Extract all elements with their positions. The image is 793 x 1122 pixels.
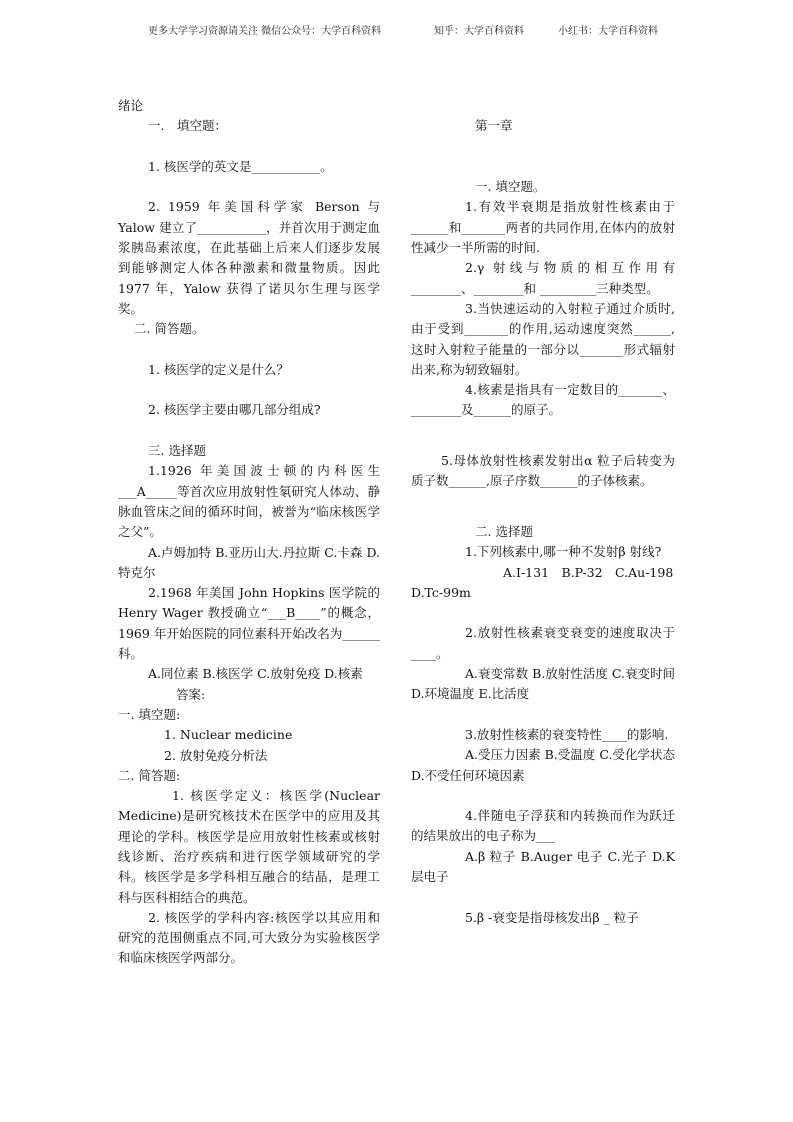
ch1-choice-2-options: A.衰变常数 B.放射性活度 C.衰变时间 D.环境温度 E.比活度: [411, 666, 675, 702]
choice-question-2: 2.1968 年美国 John Hopkins 医学院的 Henry Wager 教授确立“___B____”的概念，1969 年开始医院的同位素科开始改名为______科。: [118, 585, 380, 662]
ch1-fill-question-1: 1.有效半衰期是指放射性核素由于______和_______两者的共同作用,在体内的放射性减少一半所需的时间.: [411, 199, 675, 256]
ch1-fill-question-5: 5.母体放射性核素发射出α 粒子后转变为质子数______,原子序数______的子体核素。: [411, 453, 675, 489]
ch1-choice-question-5: 5.β -衰变是指母核发出β _ 粒子: [465, 909, 639, 925]
answers-short-heading: 二. 简答题:: [118, 767, 181, 783]
fill-blank-heading: 一. 填空题：: [148, 118, 227, 134]
left-column: [118, 96, 380, 969]
answers-fill-heading: 一. 填空题:: [118, 706, 181, 722]
short-question-2: 2. 核医学主要由哪几部分组成?: [148, 402, 321, 418]
right-column: [411, 96, 675, 928]
choice-heading: 三. 选择题: [148, 443, 206, 459]
choice-question-2-options: A.同位素 B.核医学 C.放射免疫 D.核素: [148, 666, 363, 682]
ch1-choice-question-3: 3.放射性核素的衰变特性____的影响.: [465, 726, 669, 742]
ch1-choice-question-1: 1.下列核素中,哪一种不发射β 射线?: [465, 544, 662, 560]
answer-short-1: 1. 核医学定义：核医学(Nuclear Medicine)是研究核技术在医学中的应用及其理论的学科。核医学是应用放射性核素或核射线诊断、治疗疾病和进行医学领域研究的学科。核医学是多学科相互融合的结晶，是理工科与医科相结合的典范。: [118, 788, 380, 905]
ch1-fill-question-2: 2.γ 射线与物质的相互作用有________、________和 _________三种类型。: [411, 260, 675, 296]
ch1-choice-4-options: A.β 粒子 B.Auger 电子 C.光子 D.K 层电子: [411, 848, 675, 884]
header-wechat: 更多大学学习资源请关注 微信公众号：大学百科资料: [148, 26, 382, 37]
short-question-1: 1. 核医学的定义是什么？: [148, 361, 289, 377]
ch1-fill-question-3: 3.当快速运动的入射粒子通过介质时,由于受到_______的作用,运动速度突然______,这时入射粒子能量的一部分以_______形式辐射出来,称为轫致辐射。: [411, 300, 675, 377]
chapter-title: 第一章: [475, 118, 513, 134]
header-zhihu: 知乎：大学百科资料: [434, 26, 524, 37]
fill-question-2: 2. 1959 年美国科学家 Berson 与 Yalow 建立了___________，并首次用于测定血浆胰岛素浓度，在此基础上后来人们逐步发展到能够测定人体各种激素和微量物质。因此 1977 年，Yalow 获得了诺贝尔生理与医学奖。: [118, 199, 380, 316]
answer-short-2: 2. 核医学的学科内容:核医学以其应用和研究的范围侧重点不同,可大致分为实验核医学和临床核医学两部分。: [118, 909, 380, 966]
short-answer-heading: 二. 简答题。: [134, 321, 205, 337]
ch1-choice-3-options: A.受压力因素 B.受温度 C.受化学状态 D.不受任何环境因素: [411, 747, 675, 783]
choice-heading-ch1: 二. 选择题: [475, 523, 533, 539]
ch1-choice-question-2: 2.放射性核素衰变衰变的速度取决于____。: [411, 625, 675, 661]
fill-question-1: 1. 核医学的英文是___________。: [148, 158, 333, 174]
answer-fill-1: 1. Nuclear medicine: [164, 727, 293, 743]
answer-fill-2: 2. 放射免疫分析法: [164, 747, 268, 763]
ch1-choice-1-options-a: A.I-131 B.P-32 C.Au-198: [503, 564, 674, 580]
choice-question-1: 1.1926 年美国波士顿的内科医生___A_____等首次应用放射性氡研究人体动、静脉血管床之间的循环时间，被誉为“临床核医学之父”。: [118, 463, 380, 540]
fill-blank-heading-ch1: 一. 填空题。: [475, 179, 546, 195]
intro-title: 绪论: [118, 98, 144, 113]
choice-question-1-options: A.卢姆加特 B.亚历山大.丹拉斯 C.卡森 D.特克尔: [118, 544, 380, 580]
ch1-fill-question-4: 4.核素是指具有一定数目的_______、________及______的原子。: [411, 382, 675, 418]
ch1-choice-1-options-b: D.Tc-99m: [411, 584, 471, 600]
header-xiaohongshu: 小红书：大学百科资料: [558, 26, 658, 37]
answers-title: 答案:: [176, 686, 206, 702]
ch1-choice-question-4: 4.伴随电子浮获和内转换而作为跃迁的结果放出的电子称为___: [411, 808, 675, 844]
